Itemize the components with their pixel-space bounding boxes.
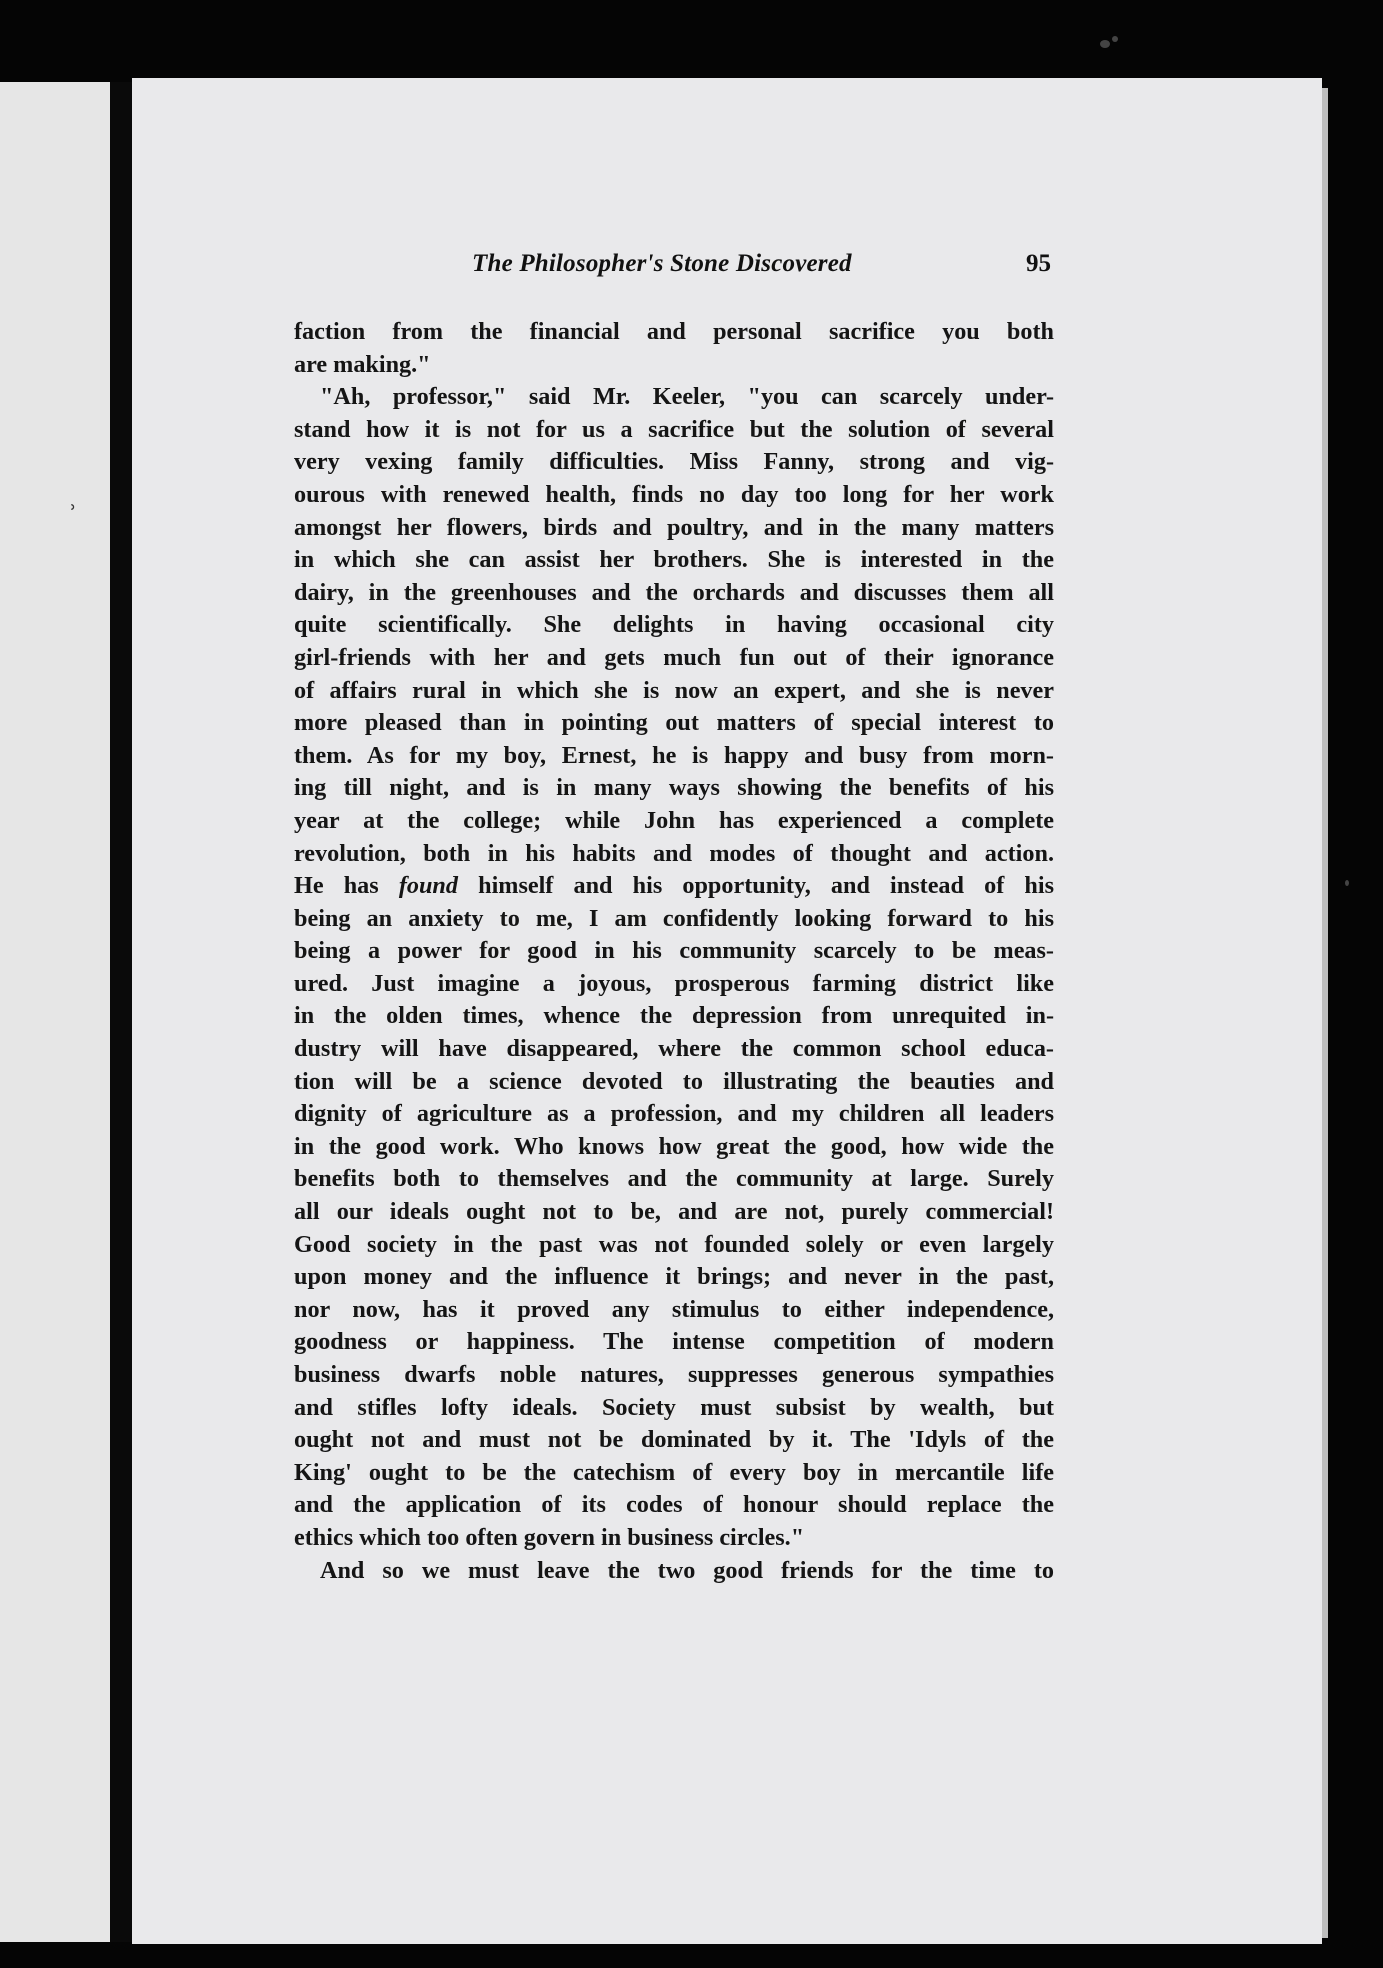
- text-line: and stifles lofty ideals. Society must subsist by wealth, but: [294, 1393, 1054, 1421]
- text-line: very vexing family difficulties. Miss Fanny, strong and vig-: [294, 448, 1054, 476]
- body-text: [294, 316, 1054, 1587]
- text-line: in the good work. Who knows how great the good, how wide the: [294, 1132, 1054, 1160]
- text-line: And so we must leave the two good friends for the time to: [320, 1556, 1054, 1584]
- text-line: ethics which too often govern in business circles.": [294, 1523, 805, 1551]
- text-line: business dwarfs noble natures, suppresses generous sympathies: [294, 1361, 1054, 1388]
- text-line: ought not and must not be dominated by it. The 'Idyls of the: [294, 1426, 1054, 1454]
- text-line: nor now, has it proved any stimulus to either independence,: [294, 1295, 1054, 1323]
- text-line: year at the college; while John has experienced a complete: [294, 806, 1054, 834]
- text-line: upon money and the influence it brings; and never in the past,: [294, 1263, 1054, 1291]
- text-line: revolution, both in his habits and modes of thought and action.: [294, 839, 1054, 867]
- text-line: "Ah, professor," said Mr. Keeler, "you can scarcely under-: [320, 383, 1054, 411]
- text-line: benefits both to themselves and the community at large. Surely: [294, 1165, 1054, 1193]
- italic-word: found: [398, 872, 458, 900]
- text-line: tion will be a science devoted to illustrating the beauties and: [294, 1067, 1054, 1095]
- text-line: King' ought to be the catechism of every boy in mercantile life: [294, 1458, 1054, 1486]
- text-line: in the olden times, whence the depression from unrequited in-: [294, 1002, 1054, 1030]
- running-header: [160, 250, 1060, 290]
- scan-speck: [1345, 880, 1349, 886]
- text-line: in which she can assist her brothers. She is interested in the: [294, 546, 1054, 574]
- text-line: quite scientifically. She delights in having occasional city: [294, 611, 1054, 639]
- text-line: dustry will have disappeared, where the common school educa-: [294, 1035, 1054, 1063]
- text-line: ured. Just imagine a joyous, prosperous farming district like: [294, 969, 1054, 997]
- facing-page-edge: [0, 82, 110, 1942]
- running-title: The Philosopher's Stone Discovered: [472, 250, 852, 277]
- text-line: all our ideals ought not to be, and are not, purely commercial!: [294, 1198, 1054, 1226]
- text-line: goodness or happiness. The intense competition of modern: [294, 1328, 1054, 1356]
- text-line: ing till night, and is in many ways showing the benefits of his: [294, 774, 1054, 802]
- text-line: being a power for good in his community scarcely to be meas-: [294, 937, 1054, 965]
- text-line: dairy, in the greenhouses and the orchards and discusses them all: [294, 578, 1054, 606]
- margin-mark: ʾ: [70, 502, 77, 527]
- text-line: amongst her flowers, birds and poultry, and in the many matters: [294, 513, 1054, 541]
- text-line: and the application of its codes of honour should replace the: [294, 1491, 1054, 1519]
- book-gutter: [110, 82, 132, 1942]
- text-line: stand how it is not for us a sacrifice but the solution of several: [294, 415, 1054, 443]
- text-line: of affairs rural in which she is now an expert, and she is never: [294, 676, 1054, 704]
- text-line: girl-friends with her and gets much fun out of their ignorance: [294, 643, 1054, 671]
- text-line: are making.": [294, 350, 431, 378]
- scan-speck: [1100, 40, 1110, 48]
- scan-speck: [1112, 36, 1118, 42]
- text-line: Good society in the past was not founded solely or even largely: [294, 1230, 1054, 1258]
- text-line: being an anxiety to me, I am confidently looking forward to his: [294, 904, 1054, 932]
- page-number: 95: [1026, 250, 1051, 277]
- text-line: ourous with renewed health, finds no day too long for her work: [294, 480, 1054, 508]
- text-line: more pleased than in pointing out matters of special interest to: [294, 709, 1054, 737]
- text-line: them. As for my boy, Ernest, he is happy and busy from morn-: [294, 741, 1054, 769]
- text-line: faction from the financial and personal sacrifice you both: [294, 318, 1054, 345]
- text-line: He has found himself and his opportunity, and instead of his: [294, 872, 1054, 900]
- page-right-edge: [1322, 88, 1328, 1938]
- text-line: dignity of agriculture as a profession, and my children all leaders: [294, 1100, 1054, 1128]
